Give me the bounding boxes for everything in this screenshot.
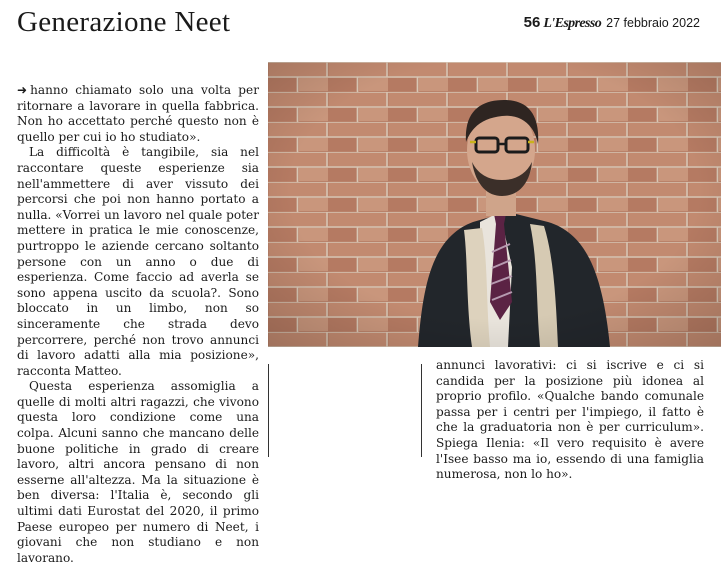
article-right-column: [436, 358, 704, 483]
masthead-info: [524, 14, 700, 32]
page-number: 56: [523, 14, 541, 31]
paragraph: ➜ hanno chiamato solo una volta per ritornare a lavorare in quella fabbrica. Non ho accettato perché questo non è quello per cui io ho studiato».: [17, 83, 259, 144]
brand-logo: L'Espresso: [543, 16, 602, 31]
paragraph: La difficoltà è tangibile, sia nel raccontare queste esperienze sia nell'ammettere di aver vissuto dei percorsi che poi non hanno portato a nulla. «Vorrei un lavoro nel quale poter mettere in pratica le mie conoscenze, purtroppo le aziende cercano soltanto persone con un anno o due di esperienza. Come faccio ad averla se sono appena uscito da scuola?. Sono bloccato in un limbo, non so sinceramente che strada devo percorrere, perché non trovo annunci di lavoro adatti alla mia posizione», racconta Matteo.: [17, 145, 259, 378]
article-photo: [268, 62, 721, 347]
issue-date: 27 febbraio 2022: [606, 16, 700, 30]
paragraph: Questa esperienza assomiglia a quelle di molti altri ragazzi, che vivono questa loro condizione come una colpa. Alcuni sanno che mancano delle buone politiche in grado di creare lavoro, altri ancora pensano di non esserne all'altezza. Ma la situazione è ben diversa: l'Italia è, secondo gli ultimi dati Eurostat del 2020, il primo Paese europeo per numero di Neet, i giovani che non studiano e non lavorano.: [17, 379, 259, 565]
article-left-column: [17, 83, 259, 566]
column-divider: [421, 364, 422, 457]
paragraph: annunci lavorativi: ci si iscrive e ci si candida per la posizione più idonea al proprio profilo. «Qualche bando comunale passa per i centri per l'impiego, il fatto è che la graduatoria non è per curriculum». Spiega Ilenia: «Il vero requisito è avere l'Isee basso ma io, essendo di una famiglia numerosa, non lo ho».: [436, 358, 704, 482]
column-divider: [268, 364, 269, 457]
section-title: Generazione Neet: [17, 6, 231, 38]
continuation-arrow-icon: ➜: [17, 83, 28, 97]
